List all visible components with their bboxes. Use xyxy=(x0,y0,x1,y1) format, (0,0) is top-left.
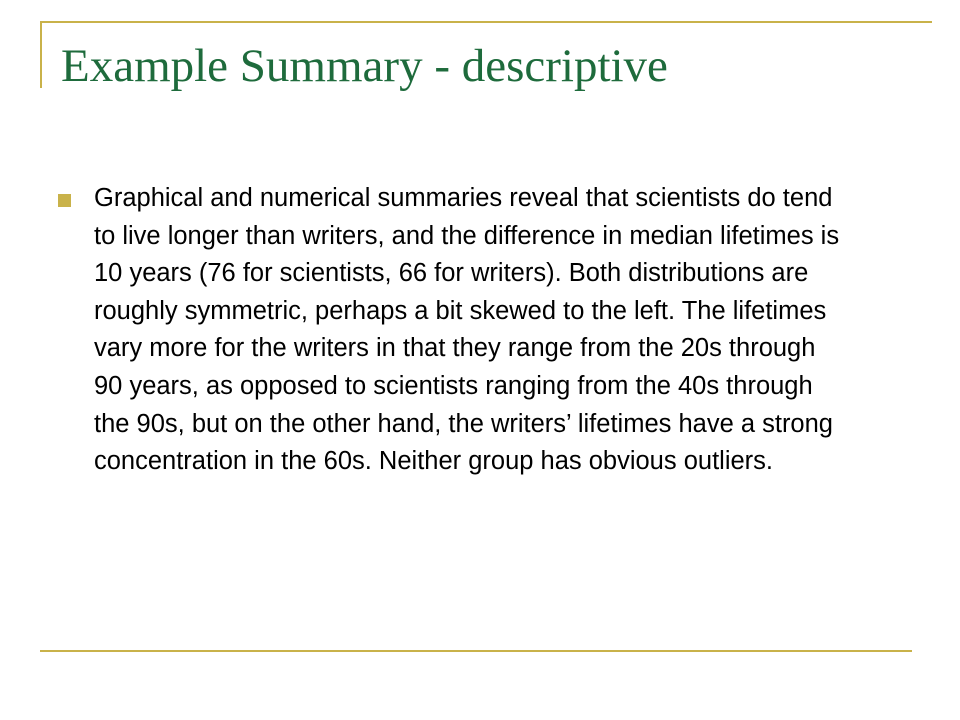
top-divider xyxy=(40,21,932,23)
slide-body xyxy=(58,180,848,481)
bullet-item xyxy=(58,180,848,481)
left-divider xyxy=(40,21,42,88)
slide-title: Example Summary - descriptive xyxy=(61,40,668,92)
bottom-divider xyxy=(40,650,912,652)
square-bullet-icon xyxy=(58,194,71,207)
bullet-text: Graphical and numerical summaries reveal that scientists do tend to live longer than writers, and the difference in median lifetimes is 10 years (76 for scientists, 66 for writers). Both distributions are roughly symmetric, perhaps a bit skewed to the left. The lifetimes vary more for the writers in that they range from the 20s through 90 years, as opposed to scientists ranging from the 40s through the 90s, but on the other hand, the writers’ lifetimes have a strong concentration in the 60s. Neither group has obvious outliers. xyxy=(94,184,840,476)
